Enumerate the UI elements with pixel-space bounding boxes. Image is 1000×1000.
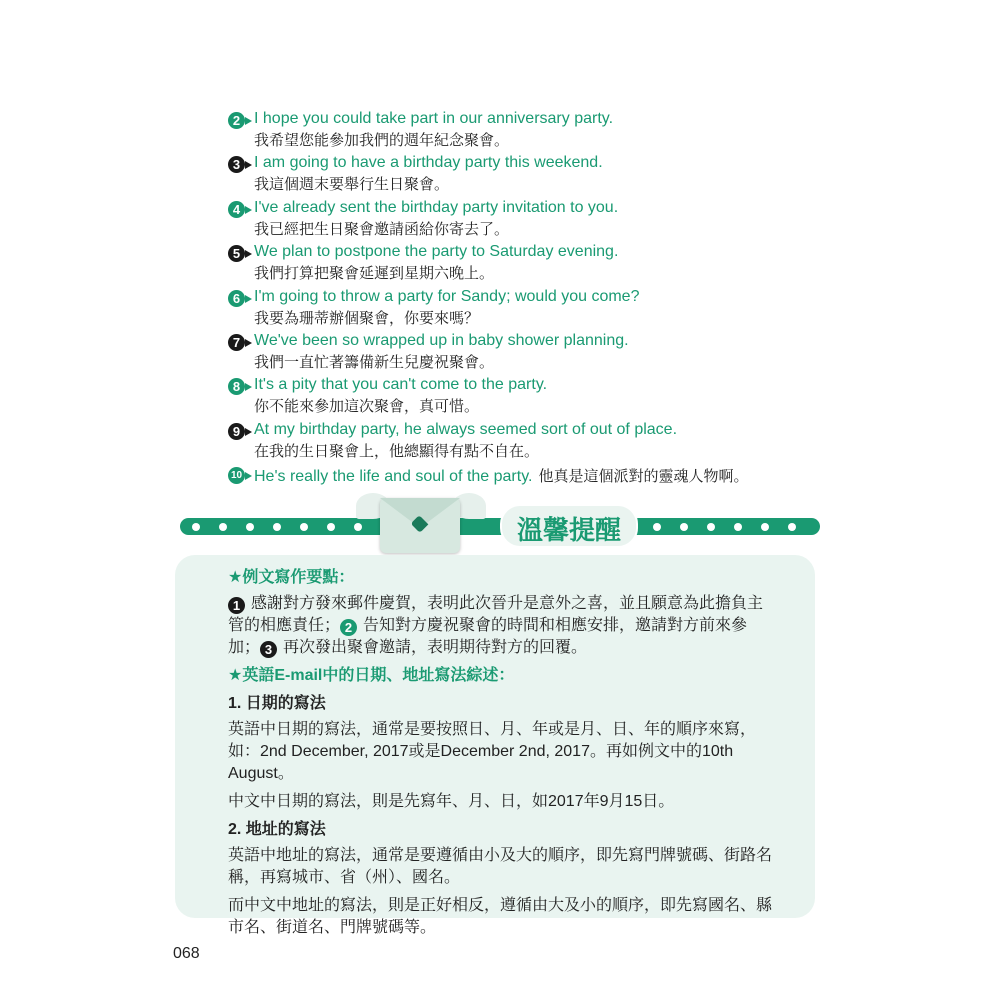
phrase-english: It's a pity that you can't come to the party. bbox=[254, 376, 548, 394]
banner-dot bbox=[273, 523, 281, 531]
banner-dot bbox=[761, 523, 769, 531]
phrase-chinese: 我這個週末要舉行生日聚會。 bbox=[254, 176, 450, 194]
banner-dot bbox=[327, 523, 335, 531]
section1-title: 1. 日期的寫法 bbox=[228, 695, 326, 712]
section1-paragraph-2: 中文中日期的寫法，則是先寫年、月、日，如2017年9月15日。 bbox=[228, 793, 675, 810]
number-10-icon: 10 bbox=[228, 467, 245, 484]
phrase-english: I am going to have a birthday party this weekend. bbox=[254, 154, 603, 172]
number-2-icon: 2 bbox=[228, 112, 245, 129]
banner-dot bbox=[354, 523, 362, 531]
phrase-chinese: 我們打算把聚會延遲到星期六晚上。 bbox=[254, 265, 495, 283]
tips-points bbox=[228, 593, 778, 659]
tips-heading-2: ★英語E-mail中的日期、地址寫法綜述： bbox=[228, 667, 515, 684]
phrase-chinese: 在我的生日聚會上，他總顯得有點不自在。 bbox=[254, 442, 540, 460]
banner-dot bbox=[707, 523, 715, 531]
heart-icon bbox=[411, 515, 429, 533]
phrase-english: We've been so wrapped up in baby shower planning. bbox=[254, 332, 629, 349]
section2-paragraph-1: 英語中地址的寫法，通常是要遵循由小及大的順序，即先寫門牌號碼、街路名稱，再寫城市、省（州）、國名。 bbox=[228, 847, 773, 886]
tip-point-1: 感謝對方發來郵件慶賀，表明此次晉升是意外之喜，並且願意為此擔負主管的相應責任； bbox=[228, 595, 764, 634]
number-7-icon: 7 bbox=[228, 334, 245, 351]
banner-dot bbox=[680, 523, 688, 531]
number-5-icon: 5 bbox=[228, 245, 245, 262]
banner-title-badge bbox=[500, 504, 638, 548]
phrase-english: At my birthday party, he always seemed sort of out of place. bbox=[254, 420, 678, 438]
banner-dot bbox=[788, 523, 796, 531]
page-number: 068 bbox=[173, 945, 200, 962]
banner-dot bbox=[219, 523, 227, 531]
phrase-chinese: 我已經把生日聚會邀請函給你寄去了。 bbox=[254, 220, 510, 238]
number-4-icon: 4 bbox=[228, 201, 245, 218]
banner-title: 溫馨提醒 bbox=[516, 516, 621, 546]
section2-title: 2. 地址的寫法 bbox=[228, 821, 326, 838]
section2-paragraph-2: 而中文中地址的寫法，則是正好相反，遵循由大及小的順序，即先寫國名、縣市名、街道名、門牌號碼等。 bbox=[228, 897, 773, 936]
phrase-chinese: 我希望您能參加我們的週年紀念聚會。 bbox=[254, 132, 510, 149]
number-8-icon: 8 bbox=[228, 378, 245, 395]
phrase-english: He's really the life and soul of the party. bbox=[254, 468, 533, 486]
banner-dot bbox=[653, 523, 661, 531]
number-2-icon: 2 bbox=[340, 619, 357, 636]
number-3-icon: 3 bbox=[260, 641, 277, 658]
phrase-english: We plan to postpone the party to Saturday evening. bbox=[254, 243, 619, 261]
phrase-chinese: 他真是這個派對的靈魂人物啊。 bbox=[538, 468, 749, 486]
phrase-english: I've already sent the birthday party invitation to you. bbox=[254, 198, 619, 216]
banner-dot bbox=[734, 523, 742, 531]
number-6-icon: 6 bbox=[228, 290, 245, 307]
phrase-english: I'm going to throw a party for Sandy; would you come? bbox=[254, 287, 640, 305]
number-3-icon: 3 bbox=[228, 156, 245, 173]
banner-dot bbox=[192, 523, 200, 531]
phrase-line bbox=[254, 465, 748, 486]
phrase-english: I hope you could take part in our anniversary party. bbox=[254, 110, 614, 127]
banner-dot bbox=[300, 523, 308, 531]
number-9-icon: 9 bbox=[228, 423, 245, 440]
phrase-chinese: 我要為珊蒂辦個聚會，你要來嗎？ bbox=[254, 309, 480, 327]
tip-point-2: 告知對方慶祝聚會的時間和相應安排，邀請對方前來參加； bbox=[228, 617, 748, 656]
tips-heading-1: ★例文寫作要點： bbox=[228, 569, 355, 586]
phrase-chinese: 你不能來參加這次聚會，真可惜。 bbox=[254, 398, 480, 416]
tips-box bbox=[175, 555, 815, 936]
envelope-heart-icon bbox=[380, 498, 460, 553]
section1-paragraph-1: 英語中日期的寫法，通常是要按照日、月、年或是月、日、年的順序來寫，如：2nd December, 2017或是December 2nd, 2017。再如例文中的10th August。 bbox=[228, 721, 757, 782]
tip-point-3: 再次發出聚會邀請，表明期待對方的回覆。 bbox=[283, 639, 588, 656]
banner-dot bbox=[246, 523, 254, 531]
number-1-icon: 1 bbox=[228, 597, 245, 614]
phrase-chinese: 我們一直忙著籌備新生兒慶祝聚會。 bbox=[254, 354, 495, 371]
